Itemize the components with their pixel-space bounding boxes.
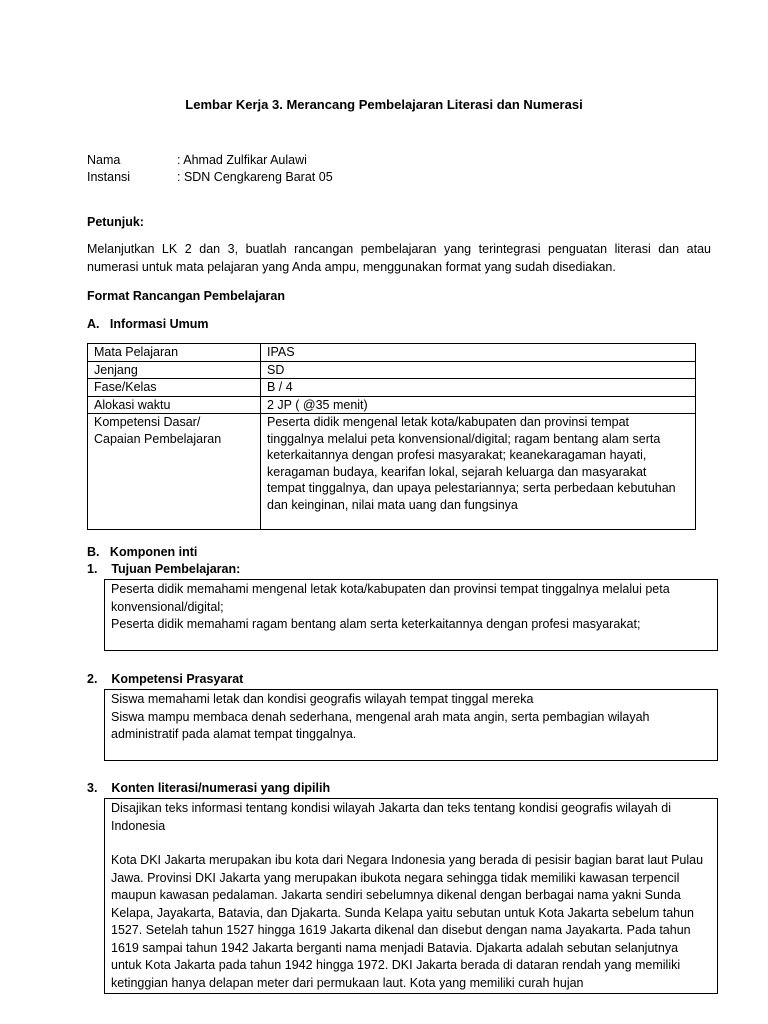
kompetensi-label [88,414,261,530]
prasyarat-line-2: Siswa mampu membaca denah sederhana, mengenal arah mata angin, serta pembagian wilayah administratif pada alamat tempat tinggalnya. [111,709,650,741]
section-a-heading: A. Informasi Umum [87,317,209,331]
kompetensi-value: Peserta didik mengenal letak kota/kabupaten dan provinsi tempat tinggalnya melalui peta konvensional/digital; ragam bentang alam serta keterkaitannya dengan profesi masyarakat; keanekaragaman hayati, keragaman budaya, kearifan lokal, sejarah keluarga dan masyarakat tempat tinggalnya, dan upaya pelestariannya; serta perbedaan kebutuhan dan keinginan, nilai mata uang dan fungsinya [261,414,696,530]
row-value: IPAS [261,344,696,362]
format-heading: Format Rancangan Pembelajaran [87,289,285,303]
konten-body: Kota DKI Jakarta merupakan ibu kota dari Negara Indonesia yang berada di pesisir bagian barat laut Pulau Jawa. Provinsi DKI Jakarta yang merupakan ibukota negara sehingga tidak memiliki kawasan terpencil maupun kawasan pedalaman. Jakarta sendiri sebelumnya dikenal dengan berbagai nama yakni Sunda Kelapa, Jayakarta, Batavia, dan Djakarta. Sunda Kelapa yaitu sebutan untuk Kota Jakarta sebelum tahun 1527. Setelah tahun 1527 hingga 1619 Jakarta dikenal dan disebut dengan nama Jayakarta. Pada tahun 1619 sampai tahun 1942 Jakarta berganti nama menjadi Batavia. Djakarta adalah sebutan selanjutnya untuk Kota Jakarta pada tahun 1942 hingga 1972. DKI Jakarta berada di dataran rendah yang memiliki ketinggian hanya delapan meter dari permukaan laut. Kota yang memiliki curah hujan [111,853,704,990]
row-label: Alokasi waktu [88,396,261,414]
identity-instansi-row [87,169,333,186]
tujuan-line-2: Peserta didik memahami ragam bentang alam serta keterkaitannya dengan profesi masyarakat; [111,617,641,631]
nama-value: : Ahmad Zulfikar Aulawi [177,153,307,167]
row-label: Fase/Kelas [88,379,261,397]
konten-heading: 3. Konten literasi/numerasi yang dipilih [87,781,331,795]
instansi-label: Instansi [87,170,131,184]
instansi-value: : SDN Cengkareng Barat 05 [177,170,333,184]
section-b-heading: B. Komponen inti [87,545,198,559]
table-row [88,414,696,530]
prasyarat-heading: 2. Kompetensi Prasyarat [87,672,244,686]
tujuan-heading: 1. Tujuan Pembelajaran: [87,562,241,576]
kompetensi-label-line1: Kompetensi Dasar/ [94,415,201,429]
nama-label: Nama [87,153,121,167]
tujuan-box [104,579,718,651]
document-title: Lembar Kerja 3. Merancang Pembelajaran Literasi dan Numerasi [185,97,583,112]
petunjuk-heading: Petunjuk: [87,215,144,229]
row-label: Mata Pelajaran [88,344,261,362]
prasyarat-box [104,689,718,761]
konten-intro: Disajikan teks informasi tentang kondisi wilayah Jakarta dan teks tentang kondisi geografis wilayah di Indonesia [111,801,672,833]
row-value: SD [261,361,696,379]
row-value: 2 JP ( @35 menit) [261,396,696,414]
prasyarat-line-1: Siswa memahami letak dan kondisi geografis wilayah tempat tinggal mereka [111,692,534,706]
identity-nama-row [87,152,307,169]
kompetensi-label-line2: Capaian Pembelajaran [94,431,222,446]
table-row [88,361,696,379]
row-label: Jenjang [88,361,261,379]
konten-box [104,798,718,994]
table-row [88,396,696,414]
paragraph-gap [111,835,711,852]
tujuan-line-1: Peserta didik memahami mengenal letak kota/kabupaten dan provinsi tempat tinggalnya melalui peta konvensional/digital; [111,582,670,614]
petunjuk-text: Melanjutkan LK 2 dan 3, buatlah rancangan pembelajaran yang terintegrasi penguatan literasi dan atau numerasi untuk mata pelajaran yang Anda ampu, menggunakan format yang sudah disediakan. [87,242,711,274]
row-value: B / 4 [261,379,696,397]
table-row [88,379,696,397]
table-row [88,344,696,362]
informasi-umum-table [87,343,696,530]
